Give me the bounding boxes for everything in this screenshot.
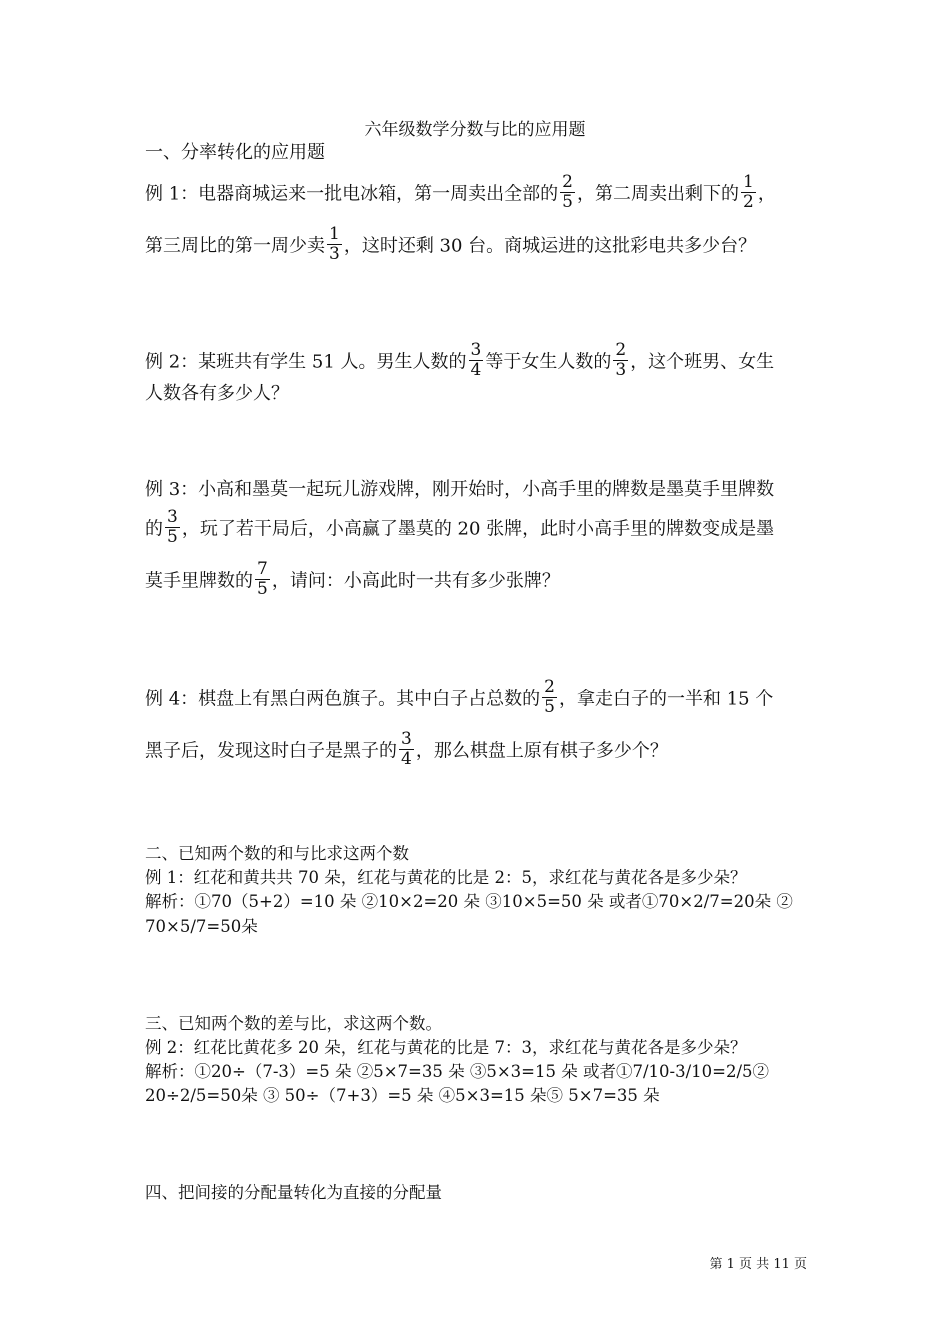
section-heading-1: 一、分率转化的应用题 [145, 142, 325, 163]
text: 莫手里牌数的 [145, 570, 253, 592]
fraction [741, 173, 756, 212]
text: ， [757, 183, 776, 205]
example-3-line-1: 例 3：小高和墨莫一起玩儿游戏牌，刚开始时，小高手里的牌数是墨莫手里牌数 [145, 479, 775, 500]
example-1-line-1 [145, 172, 776, 214]
text: ，拿走白子的一半和 15 个 [559, 688, 774, 710]
text: ，那么棋盘上原有棋子多少个？ [415, 740, 668, 762]
denominator: 5 [167, 527, 178, 547]
text: ，这个班男、女生 [630, 351, 775, 373]
numerator: 2 [544, 677, 555, 697]
fraction [542, 678, 557, 717]
example-2-line-1 [145, 340, 775, 382]
fraction [399, 730, 414, 769]
page-footer: 第 1 页 共 11 页 [709, 1257, 807, 1272]
section-3-solution-line-1: 解析：①20÷（7-3）=5 朵 ②5×7=35 朵 ③5×3=15 朵 或者①7/10-3/10=2/5② [145, 1062, 770, 1081]
text: 等于女生人数的 [485, 351, 612, 373]
numerator: 2 [615, 340, 627, 360]
section-2-solution-line-2: 70×5/7=50朵 [145, 917, 258, 936]
fraction [560, 173, 575, 212]
denominator: 4 [470, 360, 482, 380]
section-2-solution-line-1: 解析：①70（5+2）=10 朵 ②10×2=20 朵 ③10×5=50 朵 或者①70×2/7=20朵 ② [145, 892, 793, 911]
fraction [469, 341, 484, 380]
numerator: 3 [167, 507, 178, 527]
text: 例 4：棋盘上有黑白两色旗子。其中白子占总数的 [145, 688, 541, 710]
section-heading-4: 四、把间接的分配量转化为直接的分配量 [145, 1183, 442, 1202]
numerator: 1 [743, 172, 754, 192]
example-3-line-3 [145, 559, 560, 601]
fraction [165, 508, 180, 547]
section-heading-3: 三、已知两个数的差与比，求这两个数。 [145, 1014, 442, 1033]
denominator: 5 [257, 579, 268, 599]
fraction [327, 225, 342, 264]
section-3-solution-line-2: 20÷2/5=50朵 ③ 50÷（7+3）=5 朵 ④5×3=15 朵⑤ 5×7=35 朵 [145, 1086, 660, 1105]
denominator: 5 [544, 697, 555, 717]
text: ，这时还剩 30 台。商城运进的这批彩电共多少台？ [343, 235, 757, 257]
denominator: 3 [329, 244, 340, 264]
text: ，第二周卖出剩下的 [577, 183, 739, 205]
example-1-line-2 [145, 224, 757, 266]
section-heading-2: 二、已知两个数的和与比求这两个数 [145, 844, 409, 863]
denominator: 5 [562, 192, 573, 212]
example-4-line-2 [145, 729, 668, 771]
text: 的 [145, 518, 163, 540]
text: 黑子后，发现这时白子是黑子的 [145, 740, 397, 762]
denominator: 4 [401, 749, 412, 769]
example-2-line-2: 人数各有多少人？ [145, 383, 289, 404]
denominator: 2 [743, 192, 754, 212]
text: ，玩了若干局后，小高赢了墨莫的 20 张牌，此时小高手里的牌数变成是墨 [181, 518, 775, 540]
fraction [255, 560, 270, 599]
text: 例 2：某班共有学生 51 人。男生人数的 [145, 351, 467, 373]
text: 例 1：电器商城运来一批电冰箱，第一周卖出全部的 [145, 183, 559, 205]
example-3-line-2 [145, 507, 775, 549]
numerator: 3 [401, 729, 412, 749]
fraction [613, 341, 628, 380]
text: ，请问：小高此时一共有多少张牌？ [271, 570, 560, 592]
denominator: 3 [615, 360, 627, 380]
text: 第三周比的第一周少卖 [145, 235, 325, 257]
section-3-example: 例 2：红花比黄花多 20 朵，红花与黄花的比是 7：3，求红花与黄花各是多少朵？ [145, 1038, 747, 1057]
document-title: 六年级数学分数与比的应用题 [364, 120, 586, 140]
numerator: 3 [470, 340, 482, 360]
numerator: 7 [257, 559, 268, 579]
section-2-example: 例 1：红花和黄共共 70 朵，红花与黄花的比是 2：5，求红花与黄花各是多少朵？ [145, 868, 747, 887]
numerator: 1 [329, 224, 340, 244]
numerator: 2 [562, 172, 573, 192]
example-4-line-1 [145, 677, 774, 719]
